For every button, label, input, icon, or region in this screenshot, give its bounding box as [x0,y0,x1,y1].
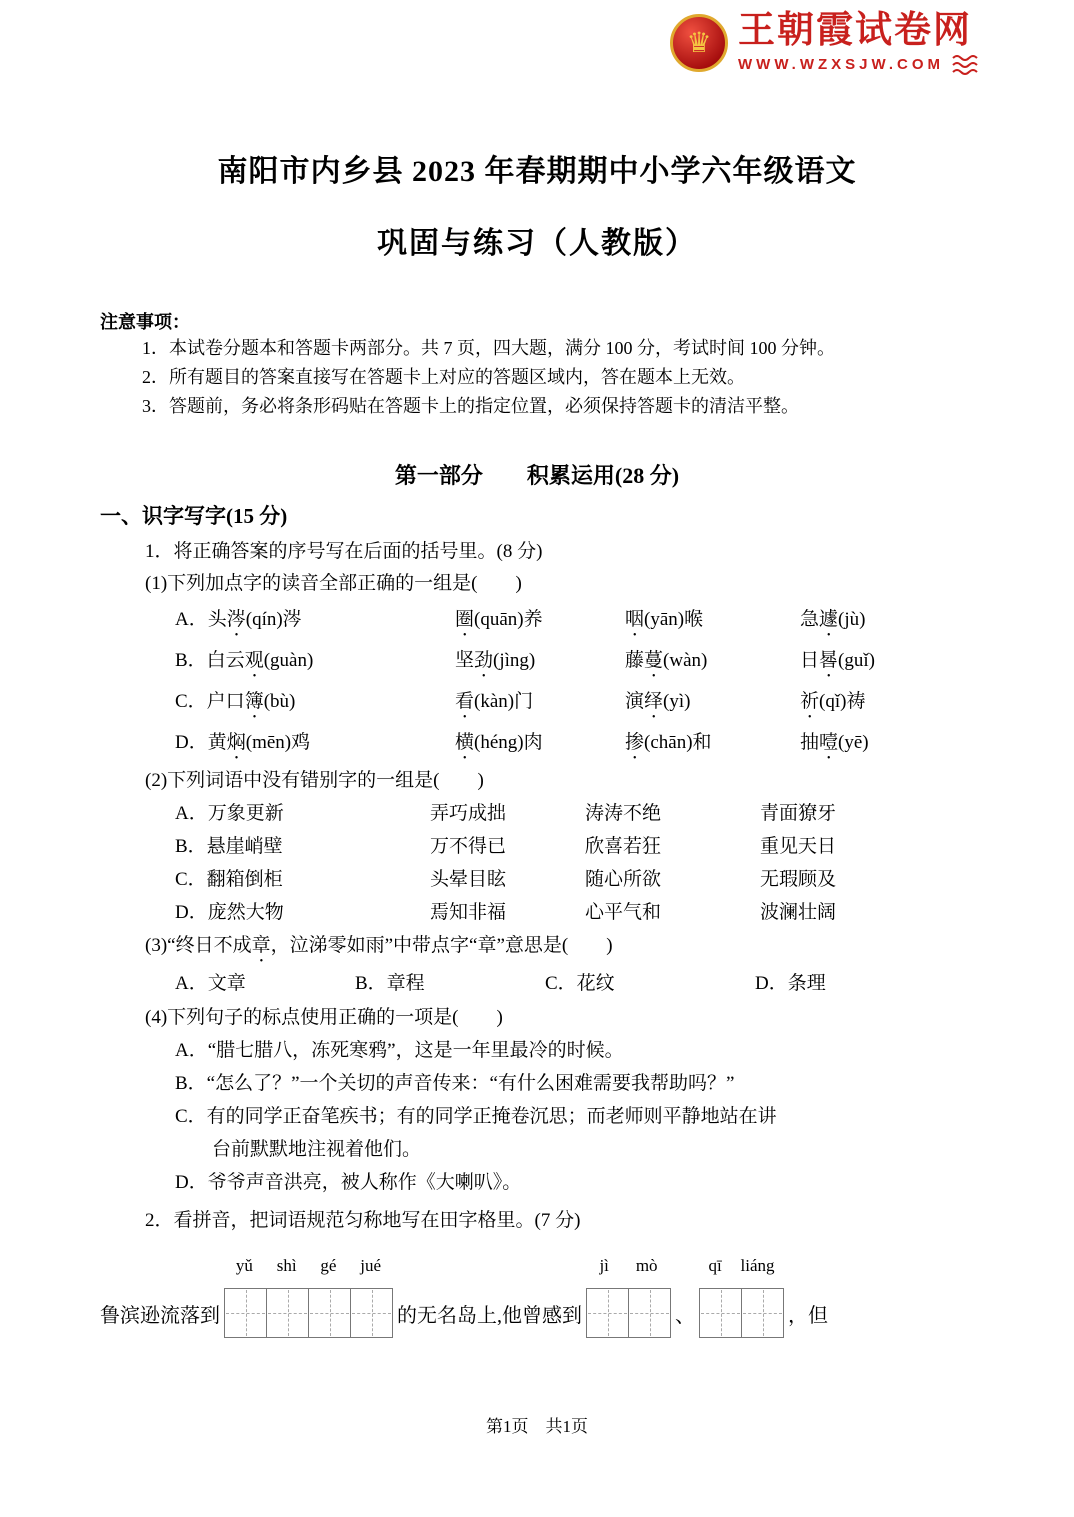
pinyin-syllable: shì [276,1256,297,1275]
option-cell: A．头涔(qín)涔 [175,609,302,630]
sentence-text: 的无名岛上,他曾感到 [397,1304,582,1327]
tianzige-cell [224,1288,267,1338]
option-cell: A．文章 [175,973,246,994]
notice-item: 2．所有题目的答案直接写在答题卡上对应的答题区域内，答在题本上无效。 [142,367,745,387]
notice-item: 3．答题前，务必将条形码贴在答题卡上的指定位置，必须保持答题卡的清洁平整。 [142,396,799,416]
exam-title-line2: 巩固与练习（人教版） [377,227,697,260]
option-cell: 焉知非福 [430,902,507,923]
tianzige-group-3 [699,1256,784,1338]
q1-sub1-options [175,600,1074,764]
option-cell: 弄巧成拙 [430,803,507,824]
pinyin-row [586,1256,671,1276]
q1-sub3-options [175,967,1074,1001]
section1-title: 一、识字写字(15 分) [100,504,288,528]
crown-icon: ♛ [686,25,712,59]
option-line: A．“腊七腊八，冻死寒鸦”，这是一年里最冷的时候。 [175,1040,624,1061]
option-cell: 抽噎(yē) [800,732,869,753]
q1-sub4-stem: (4)下列句子的标点使用正确的一项是( ) [145,1007,503,1028]
pinyin-syllable: yǔ [235,1256,253,1275]
pinyin-syllable: jué [360,1256,382,1275]
option-cell: C．翻箱倒柜 [175,869,283,890]
page-footer: 第1页 共1页 [486,1417,588,1436]
tianzige-cell [628,1288,671,1338]
option-cell: 圈(quān)养 [455,609,543,630]
sentence-separator: 、 [675,1304,695,1327]
option-cell: 涛涛不绝 [585,803,662,824]
logo-texts [738,10,982,76]
option-cell: 随心所欲 [585,869,662,890]
option-line: B．“怎么了？”一个关切的声音传来：“有什么困难需要我帮助吗？” [175,1073,735,1094]
option-cell: D．黄焖(mēn)鸡 [175,732,311,753]
option-cell: 头晕目眩 [430,869,507,890]
q2-stem: 2．看拼音，把词语规范匀称地写在田字格里。(7 分) [145,1210,581,1231]
site-logo [670,10,982,76]
option-cell: B．悬崖峭壁 [175,836,283,857]
option-cell: 藤蔓(wàn) [625,650,708,671]
option-cell: D．条理 [755,973,826,994]
exam-title-line1: 南阳市内乡县 2023 年春期期中小学六年级语文 [217,155,857,188]
option-cell: 急遽(jù) [800,609,866,630]
option-cell: 祈(qǐ)祷 [800,691,866,712]
tianzige-cell [308,1288,351,1338]
logo-title: 王朝霞试卷网 [738,9,973,50]
option-cell: 欣喜若狂 [585,836,662,857]
option-cell: 演绎(yì) [625,691,691,712]
waves-icon [952,54,982,76]
option-cell: 心平气和 [585,902,662,923]
tianzige-group-1 [224,1256,393,1338]
option-line: D．爷爷声音洪亮，被人称作《大喇叭》。 [175,1172,522,1193]
part1-heading: 第一部分 积累运用(28 分) [394,463,680,488]
pinyin-row [224,1256,393,1276]
option-cell: 重见天日 [760,836,837,857]
option-cell: 日晷(guǐ) [800,650,875,671]
option-cell: B．章程 [355,973,425,994]
option-cell: 无瑕顾及 [760,869,837,890]
tianzige-cell [266,1288,309,1338]
option-cell: 咽(yān)喉 [625,609,704,630]
logo-emblem-icon [670,14,728,72]
tianzige-cell [699,1288,742,1338]
option-cell: 掺(chān)和 [625,732,712,753]
tianzige-group-2 [586,1256,671,1338]
q1-sub1-stem: (1)下列加点字的读音全部正确的一组是( ) [145,573,522,594]
q1-sub2-options [175,797,1074,929]
logo-url-row [738,54,982,76]
option-cell: 波澜壮阔 [760,902,837,923]
option-cell: B．白云观(guàn) [175,650,314,671]
tianzige-cell [350,1288,393,1338]
option-cell: 横(héng)肉 [455,732,543,753]
option-cell: 万不得已 [430,836,507,857]
notices-heading: 注意事项： [100,312,190,332]
notices-section [100,308,979,421]
q1-sub3-stem: (3)“终日不成章，泣涕零如雨”中带点字“章”意思是( ) [145,935,613,956]
tianzige-cell [741,1288,784,1338]
pinyin-syllable: mò [635,1256,658,1275]
option-cell: D．庞然大物 [175,902,284,923]
pinyin-syllable: liáng [740,1256,775,1275]
option-cell: 坚劲(jìng) [455,650,536,671]
option-cell: 青面獠牙 [760,803,837,824]
pinyin-row [699,1256,784,1276]
tianzige-cell [586,1288,629,1338]
q1-sub2-stem: (2)下列词语中没有错别字的一组是( ) [145,770,484,791]
q1-stem: 1．将正确答案的序号写在后面的括号里。(8 分) [145,541,543,562]
notice-item: 1．本试卷分题本和答题卡两部分。共 7 页，四大题，满分 100 分，考试时间 100 分钟。 [142,338,835,358]
option-cell: 看(kàn)门 [455,691,534,712]
pinyin-syllable: gé [320,1256,337,1275]
option-cell: C．户口簿(bù) [175,691,296,712]
logo-url: WWW.WZXSJW.COM [738,56,944,74]
pinyin-syllable: jì [599,1256,609,1275]
option-line: C．有的同学正奋笔疾书；有的同学正掩卷沉思；而老师则平静地站在讲 [175,1106,777,1127]
option-line-continuation: 台前默默地注视着他们。 [212,1139,422,1160]
option-cell: A．万象更新 [175,803,284,824]
pinyin-syllable: qī [708,1256,722,1275]
option-cell: C．花纹 [545,973,615,994]
sentence-text: ，但 [788,1304,828,1327]
sentence-text: 鲁滨逊流落到 [100,1304,220,1327]
q2-writing-line [100,1256,1074,1338]
